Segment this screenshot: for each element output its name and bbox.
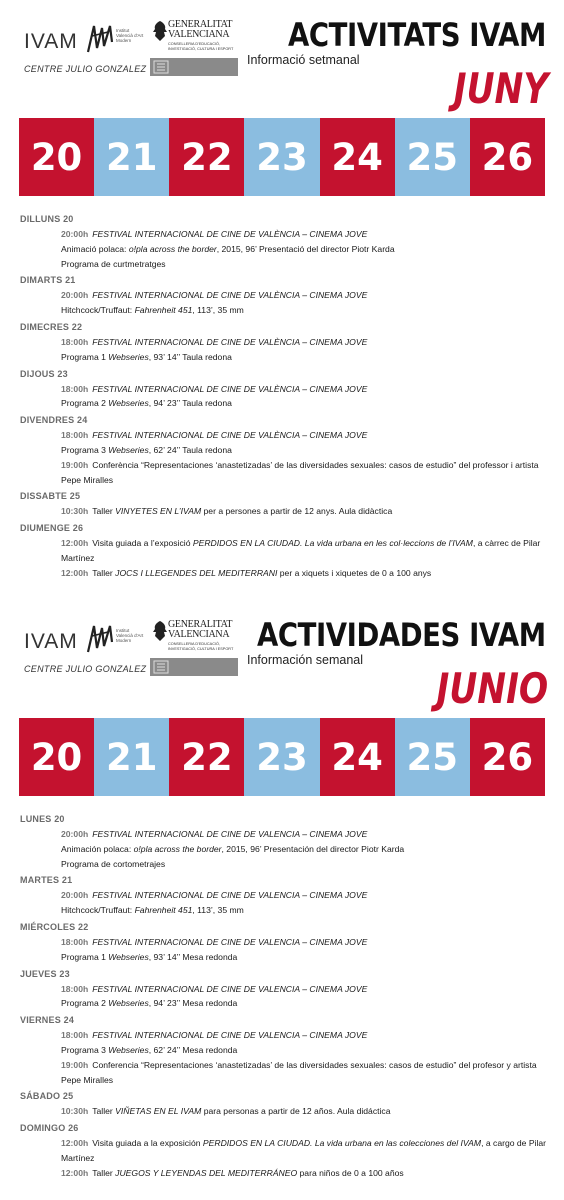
event-text: Programa de curtmetratges (61, 258, 166, 269)
day-block (20, 415, 550, 487)
event-text: Visita guiada a l’exposició (92, 538, 193, 549)
event-text: , a cargo de Pilar Martínez (61, 1138, 547, 1163)
generalitat-name: GENERALITAT VALENCIANA (168, 619, 233, 640)
event-text: Visita guiada a la exposición (92, 1138, 203, 1149)
schedule-list (20, 814, 550, 1185)
event-time: 12:00h (61, 567, 89, 578)
event-text: Webseries (108, 351, 149, 362)
event-time: 20:00h (61, 829, 89, 839)
event-text: Fahrenheit 451 (134, 905, 193, 916)
ivam-signature-icon (86, 622, 116, 656)
government-banner (150, 58, 238, 76)
page-title: ACTIVITATS IVAM (288, 16, 546, 54)
event-text: Webseries (108, 444, 149, 455)
event-text: , 113’, 35 mm (192, 905, 244, 916)
event-time: 12:00h (61, 1167, 89, 1178)
event-line (61, 257, 550, 272)
event-text: Programa de cortometrajes (61, 858, 166, 869)
event-time: 18:00h (61, 936, 89, 947)
event-line (61, 428, 550, 443)
event-text: , 113’, 35 mm (192, 305, 244, 316)
event-text: , 94’ 23’’ Taula redona (148, 398, 232, 409)
event-line (61, 227, 550, 242)
generalitat-logo (150, 18, 245, 80)
event-text: para personas a partir de 12 años. Aula didáctica (201, 1106, 391, 1117)
event-time: 19:00h (61, 1059, 89, 1070)
day-heading: JUEVES 23 (20, 968, 70, 979)
event-text: Programa 2 (61, 398, 109, 409)
day-cell-26: 26 (470, 718, 545, 796)
page-subtitle: Información semanal (247, 653, 364, 667)
day-cell-22: 22 (169, 118, 244, 196)
day-block (20, 523, 550, 580)
day-cell-21: 21 (94, 718, 169, 796)
event-text: JUEGOS Y LEYENDAS DEL MEDITERRÁNEO (115, 1167, 298, 1178)
event-text: Webseries (108, 398, 149, 409)
day-cell-25: 25 (395, 118, 470, 196)
event-line (61, 288, 550, 303)
day-heading: DIVENDRES 24 (20, 415, 88, 426)
event-text: FESTIVAL INTERNACIONAL DE CINE DE VALENCIA – CINEMA JOVE (92, 1030, 368, 1041)
day-block (20, 491, 550, 519)
schedule-list (20, 214, 550, 585)
event-text: FESTIVAL INTERNACIONAL DE CINE DE VALENCIA – CINEMA JOVE (92, 936, 368, 947)
government-banner (150, 658, 238, 676)
event-text: , 62’ 24’’ Taula redona (148, 444, 232, 455)
event-time: 18:00h (61, 1030, 89, 1041)
event-text: PERDIDOS EN LA CIUDAD. La vida urbana en las colecciones del IVAM (202, 1138, 482, 1149)
generalitat-logo (150, 618, 245, 680)
event-line (61, 1104, 550, 1119)
day-heading: DIMECRES 22 (20, 321, 83, 332)
bat-crest-icon (152, 620, 168, 642)
event-text: JOCS I LLEGENDES DEL MEDITERRANI (115, 567, 278, 578)
day-heading: DOMINGO 26 (20, 1123, 79, 1134)
event-line (61, 382, 550, 397)
week-days-strip (19, 118, 545, 196)
event-text: Webseries (108, 1044, 149, 1055)
event-line (61, 396, 550, 411)
day-cell-20: 20 (19, 118, 94, 196)
day-block (20, 369, 550, 412)
ivam-wordmark: IVAM (24, 630, 78, 653)
day-block (20, 969, 550, 1012)
event-line (61, 1058, 550, 1088)
event-line (61, 903, 550, 918)
event-text: , 2015, 96’ Presentació del director Piotr Karda (216, 243, 395, 254)
ivam-logo (24, 622, 147, 678)
day-cell-25: 25 (395, 718, 470, 796)
day-block (20, 1015, 550, 1087)
event-text: o!pla across the border (128, 243, 217, 254)
event-time: 10:30h (61, 506, 89, 517)
day-heading: DIMARTS 21 (20, 275, 76, 286)
day-heading: SÁBADO 25 (20, 1091, 74, 1102)
event-line (61, 303, 550, 318)
event-text: , 94’ 23’’ Mesa redonda (148, 998, 238, 1009)
day-heading: MIÉRCOLES 22 (20, 921, 89, 932)
day-cell-24: 24 (320, 118, 395, 196)
event-text: FESTIVAL INTERNACIONAL DE CINE DE VALÈNCIA – CINEMA JOVE (92, 290, 368, 301)
event-time: 18:00h (61, 336, 89, 347)
event-line (61, 935, 550, 950)
event-text: VIÑETAS EN EL IVAM (115, 1106, 202, 1117)
event-text: o!pla across the border (133, 843, 222, 854)
event-text: Webseries (108, 951, 149, 962)
event-text: Hitchcock/Truffaut: (61, 905, 135, 916)
event-text: Hitchcock/Truffaut: (61, 305, 135, 316)
event-line (61, 888, 550, 903)
weekly-section (0, 600, 564, 1200)
event-text: PERDIDOS EN LA CIUDAD. La vida urbana en les col·leccions de l’IVAM (192, 538, 473, 549)
page-title: ACTIVIDADES IVAM (257, 616, 546, 654)
ivam-wordmark: IVAM (24, 30, 78, 53)
event-text: FESTIVAL INTERNACIONAL DE CINE DE VALÈNCIA – CINEMA JOVE (92, 229, 368, 239)
event-text: FESTIVAL INTERNACIONAL DE CINE DE VALENCIA – CINEMA JOVE (92, 890, 368, 901)
event-time: 12:00h (61, 1138, 89, 1149)
bat-crest-icon (152, 20, 168, 42)
event-line (61, 242, 550, 257)
generalitat-name: GENERALITAT VALENCIANA (168, 19, 233, 40)
event-line (61, 1136, 550, 1166)
event-time: 20:00h (61, 290, 89, 301)
event-line (61, 996, 550, 1011)
event-line (61, 443, 550, 458)
day-heading: DIJOUS 23 (20, 368, 68, 379)
event-line (61, 827, 550, 842)
day-heading: VIERNES 24 (20, 1015, 75, 1026)
event-line (61, 982, 550, 997)
event-text: FESTIVAL INTERNACIONAL DE CINE DE VALENCIA – CINEMA JOVE (92, 983, 368, 994)
event-line (61, 1166, 550, 1181)
day-cell-23: 23 (244, 718, 319, 796)
day-block (20, 275, 550, 318)
event-time: 20:00h (61, 229, 89, 239)
event-text: FESTIVAL INTERNACIONAL DE CINE DE VALENCIA – CINEMA JOVE (92, 829, 368, 839)
day-block (20, 322, 550, 365)
event-text: , 2015, 96’ Presentación del director Piotr Karda (221, 843, 405, 854)
event-text: per a persones a partir de 12 anys. Aula didàctica (201, 506, 393, 517)
event-line (61, 536, 550, 566)
event-text: , 62’ 24’’ Mesa redonda (148, 1044, 238, 1055)
day-block (20, 875, 550, 918)
event-time: 18:00h (61, 983, 89, 994)
event-text: Conferència “Representaciones ‘anastetizadas’ de las diversidades sexuales: casos de estudio” del professor i artista Pepe Miralles (61, 459, 539, 485)
event-time: 18:00h (61, 383, 89, 394)
event-line (61, 566, 550, 581)
event-time: 19:00h (61, 459, 89, 470)
week-days-strip (19, 718, 545, 796)
month-label: JUNIO (436, 664, 548, 713)
event-text: Taller (92, 1106, 116, 1117)
day-cell-23: 23 (244, 118, 319, 196)
day-heading: MARTES 21 (20, 875, 73, 886)
event-line (61, 335, 550, 350)
day-block (20, 814, 550, 871)
centre-name: CENTRE JULIO GONZALEZ (24, 64, 147, 74)
day-cell-20: 20 (19, 718, 94, 796)
event-text: per a xiquets i xiquetes de 0 a 100 anys (277, 567, 432, 578)
day-cell-26: 26 (470, 118, 545, 196)
day-heading: DISSABTE 25 (20, 491, 81, 502)
event-text: Taller (92, 506, 116, 517)
event-line (61, 1043, 550, 1058)
event-time: 12:00h (61, 538, 89, 549)
conselleria-name: CONSELLERIA D'EDUCACIÓ, INVESTIGACIÓ, CULTURA I ESPORT (168, 42, 234, 51)
day-heading: DILLUNS 20 (20, 214, 74, 224)
conselleria-name: CONSELLERIA D'EDUCACIÓ, INVESTIGACIÓ, CULTURA I ESPORT (168, 642, 234, 651)
ivam-institute-name: Institut Valencià d'Art Modern (116, 28, 144, 43)
ivam-logo (24, 22, 147, 78)
day-cell-21: 21 (94, 118, 169, 196)
day-block (20, 214, 550, 271)
event-text: Taller (92, 567, 116, 578)
event-line (61, 350, 550, 365)
event-text: , a càrrec de Pilar Martínez (61, 538, 541, 563)
event-text: Programa 1 (61, 351, 109, 362)
event-text: para niños de 0 a 100 años (297, 1167, 404, 1178)
ivam-signature-icon (86, 22, 116, 56)
event-text: Programa 2 (61, 998, 109, 1009)
event-time: 10:30h (61, 1106, 89, 1117)
event-text: FESTIVAL INTERNACIONAL DE CINE DE VALÈNCIA – CINEMA JOVE (92, 336, 368, 347)
event-text: Programa 1 (61, 951, 109, 962)
ivam-institute-name: Institut Valencià d'Art Modern (116, 628, 144, 643)
event-text: Programa 3 (61, 444, 109, 455)
event-line (61, 950, 550, 965)
day-block (20, 1091, 550, 1119)
event-text: Taller (92, 1167, 116, 1178)
event-text: VINYETES EN L’IVAM (115, 506, 202, 517)
event-line (61, 857, 550, 872)
event-text: Programa 3 (61, 1044, 109, 1055)
event-text: Webseries (108, 998, 149, 1009)
shield-icon (153, 60, 169, 74)
event-text: , 93’ 14’’ Taula redona (148, 351, 232, 362)
day-cell-24: 24 (320, 718, 395, 796)
event-text: Fahrenheit 451 (134, 305, 193, 316)
event-text: Animación polaca: (61, 843, 134, 854)
event-line (61, 504, 550, 519)
day-block (20, 1123, 550, 1180)
month-label: JUNY (453, 64, 548, 113)
event-line (61, 458, 550, 488)
day-block (20, 922, 550, 965)
event-text: FESTIVAL INTERNACIONAL DE CINE DE VALÈNCIA – CINEMA JOVE (92, 383, 368, 394)
event-text: , 93’ 14’’ Mesa redonda (148, 951, 238, 962)
day-cell-22: 22 (169, 718, 244, 796)
event-text: FESTIVAL INTERNACIONAL DE CINE DE VALÈNCIA – CINEMA JOVE (92, 430, 368, 441)
event-text: Animació polaca: (61, 243, 129, 254)
event-time: 20:00h (61, 890, 89, 901)
day-heading: DIUMENGE 26 (20, 523, 84, 534)
page-subtitle: Informació setmanal (247, 53, 360, 67)
event-time: 18:00h (61, 430, 89, 441)
shield-icon (153, 660, 169, 674)
centre-name: CENTRE JULIO GONZALEZ (24, 664, 147, 674)
event-line (61, 1028, 550, 1043)
day-heading: LUNES 20 (20, 814, 65, 824)
event-line (61, 842, 550, 857)
event-text: Conferencia “Representaciones ‘anastetizadas’ de las diversidades sexuales: casos de estudio” del profesor y artista Pepe Miralles (61, 1059, 537, 1085)
